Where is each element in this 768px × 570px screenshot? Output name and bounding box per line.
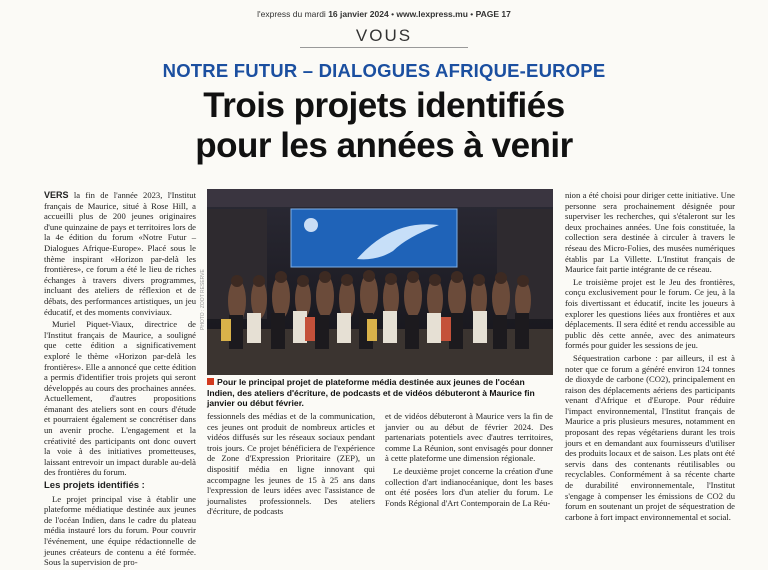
paragraph: Le troisième projet est le Jeu des frontières, conçu exclusivement pour le forum. Ce jeu, à la fois divertissant et éducatif, incite les joueurs à explorer les questions liées aux frontières et aux déplacements. Il sera édité et rendu accessible au public dès cette année, avec des animateurs formés pour guider les sessions de jeu. [565, 276, 735, 351]
paragraph [44, 190, 196, 317]
caption-marker [207, 378, 214, 385]
folio-date: 16 janvier 2024 [328, 9, 389, 19]
photo-credit: PHOTO : ZOOT RESERVE [200, 269, 206, 330]
subhead: Les projets identifiés : [44, 480, 145, 492]
paragraph: Le projet principal vise à établir une plateforme médiatique destinée aux jeunes de l'océan Indien, dans le cadre du plateau média instauré lors du forum. Pour couvrir l'événement, une équipe rédactionnelle de jeunes créateurs de contenu a été formée. Sous la supervision de pro- [44, 493, 196, 568]
article-column-1 [44, 190, 196, 570]
lead-word: VERS [44, 190, 69, 200]
section-rule [300, 47, 468, 48]
paragraph: nion a été choisi pour diriger cette initiative. Une personne sera prochainement désignée pour superviser les recherches, qui s'étaleront sur les deux prochaines années. Une fois constituée, la collection sera destinée à circuler à travers le réseau des Micro-Folies, des musées numériques établis par La Villette. L'Institut français de Maurice fait partie intégrante de ce réseau. [565, 190, 735, 275]
paragraph: et de vidéos débuteront à Maurice vers la fin de janvier ou au début de février 2024. Des partenariats potentiels avec d'autres territoires, comme La Réunion, sont envisagés pour donner à cette plateforme une dimension régionale. [385, 411, 553, 464]
paragraph: Séquestration carbone : par ailleurs, il est à noter que ce forum a généré environ 124 tonnes de dioxyde de carbone (CO2), principalement en raison des déplacements aériens des participants venant d'Afrique et d'Europe. Pour réduire l'impact environnemental, l'Institut français de Maurice a pris plusieurs mesures, notamment en proposant des repas végétariens durant les trois jours et en demandant aux fournisseurs d'utiliser des produits locaux et de saison. Les plats ont été servis dans des contenants réutilisables ou recyclables. Conformément à sa récente charte de durabilité environnementale, l'Institut s'engage à compenser les émissions de CO2 du forum en soutenant un projet de séquestration de carbone à fort impact environnemental et social. [565, 352, 735, 522]
article-kicker: NOTRE FUTUR – DIALOGUES AFRIQUE-EUROPE [162, 60, 606, 81]
folio-prefix: l'express du [257, 9, 305, 19]
page-folio: l'express du mardi 16 janvier 2024 • www.lexpress.mu • PAGE 17 [257, 9, 511, 19]
headline-line-1: Trois projets identifiés [203, 86, 565, 125]
headline-line-2: pour les années à venir [195, 126, 573, 165]
folio-page: PAGE 17 [475, 9, 511, 19]
paragraph-text: la fin de l'année 2023, l'Institut français de Maurice, situé à Rose Hill, a accueilli plus de 200 jeunes originaires d'une quinzaine de pays et territoires lors de la 4e édition du forum «Notre Futur – Dialogues Afrique-Europe». Placé sous le thème inspirant «Horizon par-delà les frontières», ce forum a été le lieu de riches échanges à travers divers programmes, incluant des ateliers de réflexion et de débats, des performances artistiques, un jeu éducatif, et des moments conviviaux. [44, 190, 196, 317]
article-column-3 [385, 411, 553, 510]
article-column-4 [565, 190, 735, 524]
folio-day: mardi [304, 9, 326, 19]
article-headline [0, 86, 768, 166]
paragraph: fessionnels des médias et de la communication, ces jeunes ont produit de nombreux articles et vidéos diffusés sur les réseaux sociaux pendant trois jours. Ce projet bénéficiera de l'expérience de Zone d'Expression Prioritaire (ZEP), un dispositif média en ligne innovant qui accompagne les jeunes de 15 à 25 ans dans l'expression de leurs idées avec l'assistance de journalistes professionnels. Des ateliers d'écriture, de podcasts [207, 411, 375, 517]
article-photo [207, 189, 553, 375]
photo-caption [207, 377, 553, 409]
paragraph: Muriel Piquet-Viaux, directrice de l'Institut français de Maurice, a souligné que cette édition a significativement exploré le thème «Horizon par-delà les frontières». Elle a annoncé que cette édition a permis d'identifier trois projets qui seront développés au cours des prochaines années. Actuellement, d'autres propositions émanant des ateliers sont en cours d'étude et pourraient également se concrétiser dans un avenir proche. L'engagement et la créativité des participants ont donc ouvert la voie à des initiatives prometteuses, laissant entrevoir un impact durable au-delà des frontières du forum. [44, 319, 196, 478]
section-title: VOUS [355, 26, 413, 45]
folio-site: www.lexpress.mu [396, 9, 468, 19]
caption-text: Pour le principal projet de plateforme média destinée aux jeunes de l'océan Indien, des ateliers d'écriture, de podcasts et de vidéos débuteront à Maurice fin janvier ou début février. [207, 377, 535, 409]
event-group-photo [207, 189, 553, 375]
article-column-2 [207, 411, 375, 519]
paragraph: Le deuxième projet concerne la création d'une collection d'art indianocéanique, dont les bases ont été posées lors d'un atelier du forum. Le Fonds Régional d'Art Contemporain de La Réu- [385, 465, 553, 508]
